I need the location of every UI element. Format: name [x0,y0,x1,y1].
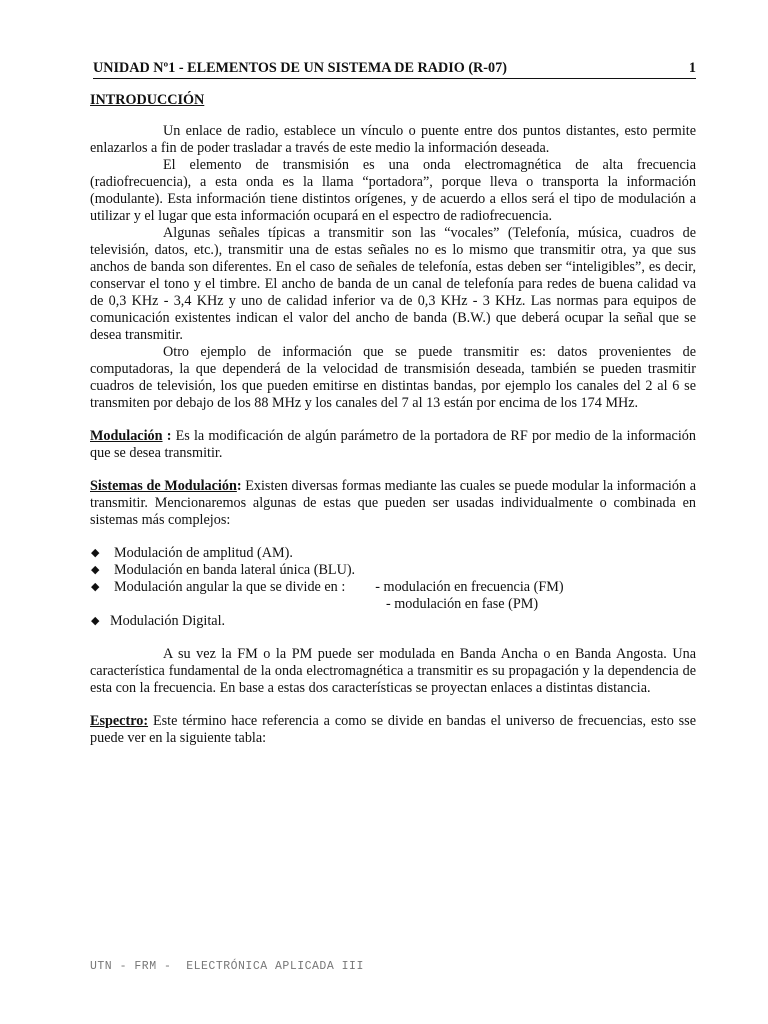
list-item [90,562,696,579]
document-title: UNIDAD Nº1 - ELEMENTOS DE UN SISTEMA DE RADIO (R-07) [93,60,507,76]
page-number: 1 [688,60,696,76]
list-item-text: Modulación Digital. [110,613,226,629]
intro-paragraph-1: Un enlace de radio, establece un vínculo o puente entre dos puntos distantes, esto permite enlazarlos a fin de poder trasladar a través de este medio la información deseada. [90,123,696,156]
sistemas-separator: : [236,478,246,494]
sistemas-paragraph [90,478,696,529]
list-item-text: Modulación angular la que se divide en : [114,579,346,595]
list-subitem-pm: - modulación en fase (PM) [386,596,539,612]
list-item [90,613,696,630]
sistemas-text: Existen diversas formas mediante las cuales se puede modular la información a transmitir. Mencionaremos algunas de estas que pueden ser usadas individualmente o combinada en sistemas más complejos: [90,478,696,528]
intro-paragraph-2: El elemento de transmisión es una onda electromagnética de alta frecuencia (radiofrecuencia), a esta onda es la llama “portadora”, porque lleva o transporta la información (modulante). Esta información tiene distintos orígenes, y de acuerdo a ellos será el tipo de modulación a utilizar y el lugar que esta información ocupará en el espectro de radiofrecuencia. [90,157,696,224]
list-item-text: Modulación de amplitud (AM). [114,545,293,561]
page-header [93,60,696,79]
modulacion-separator: : [162,428,176,444]
diamond-bullet-icon: ◆ [91,581,100,593]
espectro-text: Este término hace referencia a como se divide en bandas el universo de frecuencias, esto sse puede ver en la siguiente tabla: [90,713,696,746]
list-subitem-fm: - modulación en frecuencia (FM) [375,579,564,595]
sistemas-label: Sistemas de Modulación [90,478,237,494]
modulacion-paragraph [90,428,696,462]
intro-paragraph-4: Otro ejemplo de información que se puede transmitir es: datos provenientes de computadoras, la que dependerá de la velocidad de transmisión deseada, también se pueden trasmitir cuadros de televisión, los que pueden emitirse en distintas bandas, por ejemplo los canales del 2 al 6 se transmiten por debajo de los 88 MHz y los canales del 7 al 13 están por encima de los 174 MHz. [90,344,696,411]
diamond-bullet-icon: ◆ [91,547,100,559]
diamond-bullet-icon: ◆ [91,615,100,627]
modulacion-text: Es la modificación de algún parámetro de la portadora de RF por medio de la información que se desea transmitir. [90,428,696,461]
section-title-introduccion: INTRODUCCIÓN [90,92,205,108]
espectro-paragraph [90,713,696,747]
document-body [90,92,696,747]
diamond-bullet-icon: ◆ [91,564,100,576]
list-item [90,545,696,562]
espectro-label: Espectro: [90,713,149,729]
intro-paragraph-3: Algunas señales típicas a transmitir son las “vocales” (Telefonía, música, cuadros de televisión, datos, etc.), transmitir una de estas señales no es lo mismo que transmitir otra, ya que sus anchos de banda son diferentes. En el caso de señales de telefonía, estas deben ser “inteligibles”, es decir, conservar el tono y el timbre. El ancho de banda de un canal de telefonía para redes de buena calidad va de 0,3 KHz - 3,4 KHz y uno de calidad inferior va de 0,3 KHz - 3 KHz. Las normas para equipos de comunicación existentes indican el valor del ancho de banda (B.W.) que deberá ocupar la señal que se desea transmitir. [90,225,696,343]
list-item-text: Modulación en banda lateral única (BLU). [114,562,356,578]
modulacion-label: Modulación [90,428,163,444]
banda-paragraph: A su vez la FM o la PM puede ser modulada en Banda Ancha o en Banda Angosta. Una característica fundamental de la onda electromagnética a transmitir es su propagación y la dependencia de esta con la frecuencia. En base a estas dos características se proyectan enlaces a distintas distancia. [90,646,696,696]
list-item [90,579,696,596]
modulation-list [90,545,696,630]
list-subitem-row [90,596,696,613]
page-footer: UTN - FRM - ELECTRÓNICA APLICADA III [90,960,364,973]
